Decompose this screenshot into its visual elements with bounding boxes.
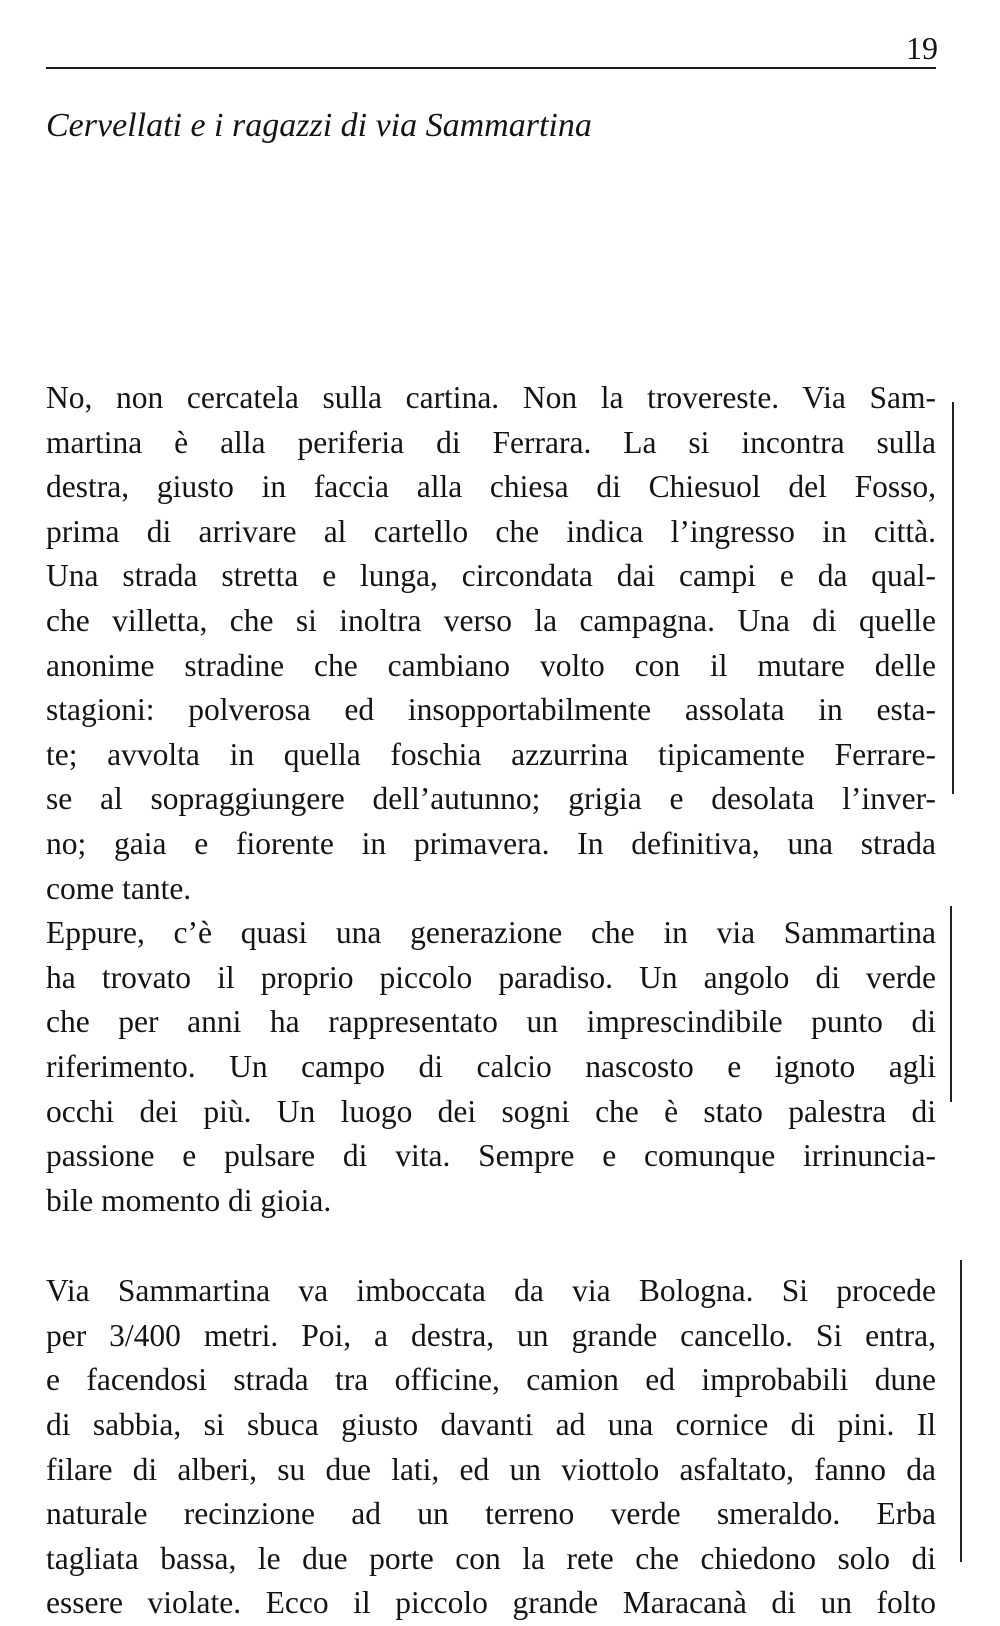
text-line: ha trovato il proprio piccolo paradiso. Un angolo di verde [46, 959, 936, 995]
text-line: naturale recinzione ad un terreno verde smeraldo. Erba [46, 1496, 936, 1532]
text-line: passione e pulsare di vita. Sempre e comunque irrinuncia- [46, 1138, 936, 1174]
margin-mark [960, 1260, 962, 1562]
text-line: bile momento di gioia. [46, 1182, 332, 1218]
text-line: No, non cercatela sulla cartina. Non la trovereste. Via Sam- [46, 380, 936, 415]
paragraph-1 [46, 376, 936, 911]
text-line: come tante. [46, 870, 192, 906]
text-line: di sabbia, si sbuca giusto davanti ad una cornice di pini. Il [46, 1407, 936, 1443]
text-line: e facendosi strada tra officine, camion ed improbabili dune [46, 1362, 936, 1398]
text-line: destra, giusto in faccia alla chiesa di Chiesuol del Fosso, [46, 469, 936, 505]
text-line: stagioni: polverosa ed insopportabilmente assolata in esta- [46, 692, 936, 728]
text-line: riferimento. Un campo di calcio nascosto e ignoto agli [46, 1048, 936, 1084]
paragraph-gap [46, 1223, 936, 1269]
text-line: tagliata bassa, le due porte con la rete che chiedono solo di [46, 1540, 936, 1576]
text-line: no; gaia e fiorente in primavera. In definitiva, una strada [46, 825, 936, 861]
chapter-title: Cervellati e i ragazzi di via Sammartina [46, 107, 592, 144]
text-line: Via Sammartina va imboccata da via Bologna. Si procede [46, 1273, 936, 1309]
text-line: essere violate. Ecco il piccolo grande Maracanà di un folto [46, 1585, 936, 1621]
text-line: martina è alla periferia di Ferrara. La si incontra sulla [46, 424, 936, 460]
text-line: per 3/400 metri. Poi, a destra, un grande cancello. Si entra, [46, 1317, 936, 1353]
page-number: 19 [906, 30, 938, 66]
text-line: se al sopraggiungere dell’autunno; grigia e desolata l’inver- [46, 781, 936, 817]
paragraph-2 [46, 911, 936, 1223]
header-rule [46, 67, 936, 69]
text-line: che per anni ha rappresentato un imprescindibile punto di [46, 1004, 936, 1040]
text-line: te; avvolta in quella foschia azzurrina tipicamente Ferrare- [46, 736, 936, 772]
text-line: Eppure, c’è quasi una generazione che in via Sammartina [46, 915, 936, 951]
text-line: prima di arrivare al cartello che indica l’ingresso in città. [46, 513, 936, 549]
text-line: filare di alberi, su due lati, ed un viottolo asfaltato, fanno da [46, 1451, 936, 1487]
margin-mark [952, 402, 954, 794]
paragraph-3 [46, 1269, 936, 1626]
text-line: Una strada stretta e lunga, circondata dai campi e da qual- [46, 558, 936, 594]
body-text [46, 376, 936, 1626]
text-line: occhi dei più. Un luogo dei sogni che è stato palestra di [46, 1093, 936, 1129]
text-line: anonime stradine che cambiano volto con il mutare delle [46, 647, 936, 683]
text-line: che villetta, che si inoltra verso la campagna. Una di quelle [46, 602, 936, 638]
margin-mark [950, 906, 952, 1102]
